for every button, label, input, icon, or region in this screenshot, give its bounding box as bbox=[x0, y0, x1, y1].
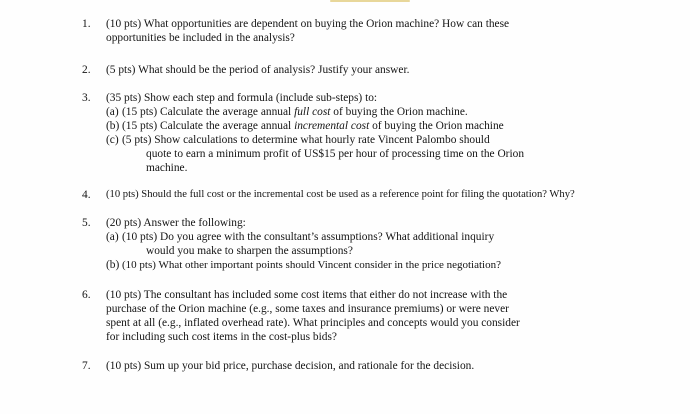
question-line: (20 pts) Answer the following: bbox=[106, 217, 246, 229]
subquestion-3c bbox=[106, 133, 650, 175]
question-line: (5 pts) What should be the period of analysis? Justify your answer. bbox=[106, 64, 410, 76]
subquestion-emphasis: full cost bbox=[294, 106, 331, 118]
question-4 bbox=[82, 188, 650, 202]
subquestion-label: (c) bbox=[106, 134, 119, 146]
question-1 bbox=[82, 17, 650, 45]
question-line: (35 pts) Show each step and formula (include sub-steps) to: bbox=[106, 92, 378, 104]
top-highlight-mark bbox=[330, 0, 410, 2]
subquestion-text-pre: (15 pts) Calculate the average annual bbox=[122, 106, 295, 118]
question-3 bbox=[82, 91, 650, 175]
question-line: (10 pts) Sum up your bid price, purchase decision, and rationale for the decision. bbox=[106, 360, 475, 372]
subquestion-line: (10 pts) What other important points should Vincent consider in the price negotiation? bbox=[122, 259, 501, 271]
subquestion-emphasis: incremental cost bbox=[294, 120, 370, 132]
subquestion-text-post: of buying the Orion machine bbox=[369, 120, 504, 132]
question-number: 1. bbox=[82, 18, 91, 30]
subquestion-label: (a) bbox=[106, 231, 119, 243]
question-line: (10 pts) Should the full cost or the incremental cost be used as a reference point for filing the quotation? Why? bbox=[106, 189, 575, 200]
subquestion-text-post: of buying the Orion machine. bbox=[330, 106, 468, 118]
question-line: purchase of the Orion machine (e.g., some taxes and insurance premiums) or were never bbox=[106, 303, 509, 315]
question-7 bbox=[82, 359, 650, 373]
question-5 bbox=[82, 216, 650, 272]
subquestion-5a bbox=[106, 230, 650, 258]
subquestion-5b bbox=[106, 258, 650, 272]
subquestion-line: (10 pts) Do you agree with the consultant’s assumptions? What additional inquiry bbox=[122, 231, 495, 243]
question-line: opportunities be included in the analysis? bbox=[106, 32, 295, 44]
question-number: 7. bbox=[82, 360, 91, 372]
subquestion-line: would you make to sharpen the assumptions? bbox=[146, 245, 353, 257]
subquestion-label: (a) bbox=[106, 106, 119, 118]
question-2 bbox=[82, 63, 650, 77]
subquestion-3b bbox=[106, 119, 650, 133]
question-6 bbox=[82, 288, 650, 344]
subquestion-line: machine. bbox=[146, 162, 188, 174]
subquestion-line: quote to earn a minimum profit of US$15 per hour of processing time on the Orion bbox=[146, 148, 525, 160]
question-line: (10 pts) The consultant has included some cost items that either do not increase with the bbox=[106, 289, 508, 301]
question-line: for including such cost items in the cost-plus bids? bbox=[106, 331, 337, 343]
question-number: 3. bbox=[82, 92, 91, 104]
subquestion-3a bbox=[106, 105, 650, 119]
question-number: 5. bbox=[82, 217, 91, 229]
subquestion-label: (b) bbox=[106, 259, 120, 271]
subquestion-line: (5 pts) Show calculations to determine what hourly rate Vincent Palombo should bbox=[122, 134, 490, 146]
question-number: 2. bbox=[82, 64, 91, 76]
question-number: 4. bbox=[82, 189, 91, 201]
question-line: (10 pts) What opportunities are dependent on buying the Orion machine? How can these bbox=[106, 18, 510, 30]
subquestion-text-pre: (15 pts) Calculate the average annual bbox=[122, 120, 295, 132]
question-number: 6. bbox=[82, 289, 91, 301]
subquestion-label: (b) bbox=[106, 120, 120, 132]
question-line: spent at all (e.g., inflated overhead rate). What principles and concepts would you consider bbox=[106, 317, 520, 329]
